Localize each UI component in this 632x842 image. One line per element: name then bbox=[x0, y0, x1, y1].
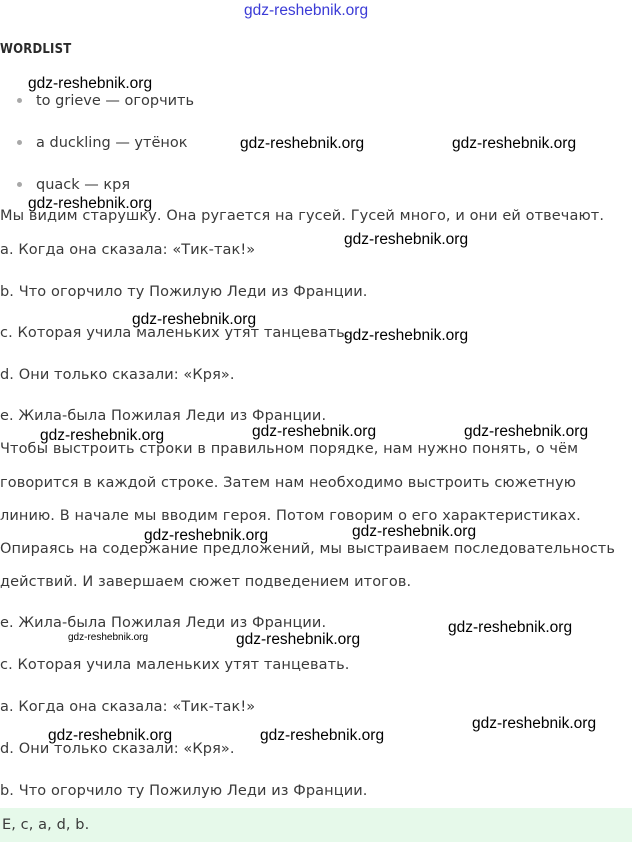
ordered-line-e: e. Жила-была Пожилая Леди из Франции. bbox=[0, 615, 327, 631]
answer-highlight bbox=[0, 808, 632, 842]
line-b: b. Что огорчило ту Пожилую Леди из Франции. bbox=[0, 284, 368, 300]
watermark: gdz-reshebnik.org bbox=[236, 631, 361, 648]
watermark: gdz-reshebnik.org bbox=[260, 727, 385, 744]
wordlist-item: quack — кря bbox=[17, 177, 130, 193]
watermark: gdz-reshebnik.org bbox=[352, 523, 477, 540]
wordlist-item: a duckling — утёнок bbox=[17, 135, 188, 151]
bullet-icon bbox=[17, 98, 22, 103]
watermark: gdz-reshebnik.org bbox=[344, 231, 469, 248]
watermark-top: gdz-reshebnik.org bbox=[244, 2, 369, 19]
watermark: gdz-reshebnik.org bbox=[452, 135, 577, 152]
watermark: gdz-reshebnik.org bbox=[48, 727, 173, 744]
explanation-line: действий. И завершаем сюжет подведением итогов. bbox=[0, 574, 412, 590]
watermark: gdz-reshebnik.org bbox=[252, 423, 377, 440]
intro-text: Мы видим старушку. Она ругается на гусей. Гусей много, и они ей отвечают. bbox=[0, 208, 605, 224]
watermark: gdz-reshebnik.org bbox=[28, 75, 153, 92]
bullet-icon bbox=[17, 140, 22, 145]
line-a: a. Когда она сказала: «Тик-так!» bbox=[0, 242, 256, 258]
watermark: gdz-reshebnik.org bbox=[464, 423, 589, 440]
line-c: c. Которая учила маленьких утят танцевать. bbox=[0, 325, 350, 341]
line-e: e. Жила-была Пожилая Леди из Франции. bbox=[0, 408, 327, 424]
line-d: d. Они только сказали: «Кря». bbox=[0, 367, 235, 383]
explanation-line: линию. В начале мы вводим героя. Потом говорим о его характеристиках. bbox=[0, 508, 581, 524]
watermark: gdz-reshebnik.org bbox=[240, 135, 365, 152]
ordered-line-d: d. Они только сказали: «Кря». bbox=[0, 741, 235, 757]
watermark-small: gdz-reshebnik.org bbox=[68, 632, 149, 643]
wordlist-title: WORDLIST bbox=[0, 42, 72, 57]
explanation-line: Опираясь на содержание предложений, мы выстраиваем последовательность bbox=[0, 541, 615, 557]
watermark: gdz-reshebnik.org bbox=[344, 327, 469, 344]
answer-text: E, c, a, d, b. bbox=[2, 817, 90, 833]
watermark: gdz-reshebnik.org bbox=[448, 619, 573, 636]
watermark: gdz-reshebnik.org bbox=[132, 311, 257, 328]
watermark: gdz-reshebnik.org bbox=[144, 527, 269, 544]
ordered-line-c: c. Которая учила маленьких утят танцевать. bbox=[0, 657, 350, 673]
ordered-line-a: a. Когда она сказала: «Тик-так!» bbox=[0, 699, 256, 715]
watermark: gdz-reshebnik.org bbox=[472, 715, 597, 732]
wordlist-item: to grieve — огорчить bbox=[17, 93, 194, 109]
watermark: gdz-reshebnik.org bbox=[40, 427, 165, 444]
watermark: gdz-reshebnik.org bbox=[28, 195, 153, 212]
bullet-icon bbox=[17, 182, 22, 187]
explanation-line: говорится в каждой строке. Затем нам необходимо выстроить сюжетную bbox=[0, 475, 577, 491]
explanation-line: Чтобы выстроить строки в правильном порядке, нам нужно понять, о чём bbox=[0, 441, 579, 457]
ordered-line-b: b. Что огорчило ту Пожилую Леди из Франции. bbox=[0, 783, 368, 799]
